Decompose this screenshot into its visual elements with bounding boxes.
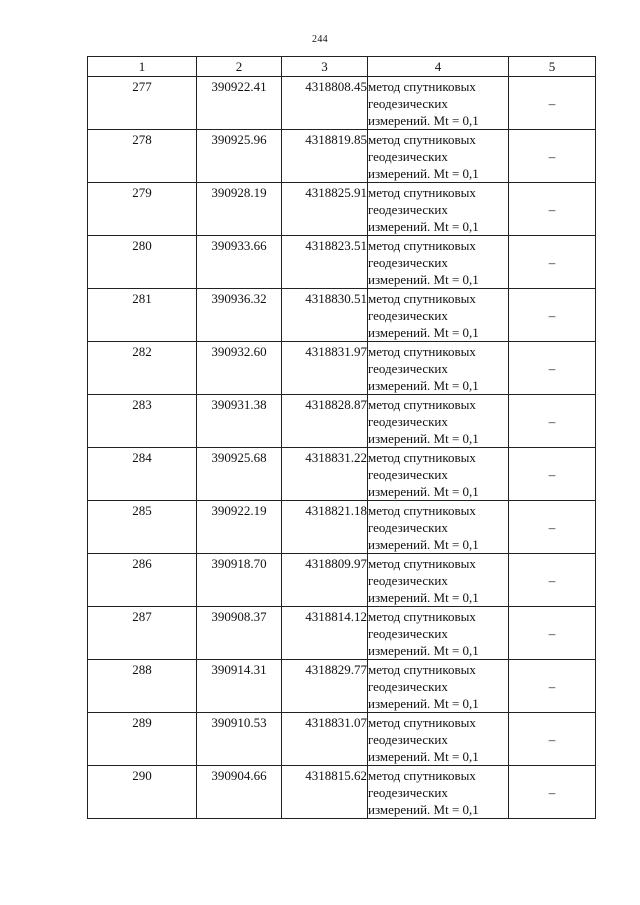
coordinate-x: 390931.38 <box>197 395 282 448</box>
coordinate-x: 390904.66 <box>197 766 282 819</box>
coordinate-x: 390925.68 <box>197 448 282 501</box>
point-number: 282 <box>88 342 197 395</box>
coordinate-y: 4318831.07 <box>282 713 368 766</box>
measurement-method <box>368 395 509 448</box>
method-line: геодезических <box>368 573 448 588</box>
table-row <box>88 607 596 660</box>
method-line: метод спутниковых <box>368 344 476 359</box>
coordinates-table <box>87 56 596 819</box>
coordinate-y: 4318814.12 <box>282 607 368 660</box>
method-line: геодезических <box>368 96 448 111</box>
method-line: измерений. Mt = 0,1 <box>368 272 479 287</box>
measurement-method <box>368 77 509 130</box>
point-number: 280 <box>88 236 197 289</box>
coordinate-x: 390910.53 <box>197 713 282 766</box>
method-line: измерений. Mt = 0,1 <box>368 643 479 658</box>
point-number: 289 <box>88 713 197 766</box>
method-line: метод спутниковых <box>368 291 476 306</box>
coordinate-x: 390908.37 <box>197 607 282 660</box>
method-line: геодезических <box>368 679 448 694</box>
table-row <box>88 766 596 819</box>
note-dash: – <box>509 554 596 607</box>
method-line: метод спутниковых <box>368 662 476 677</box>
coordinate-y: 4318808.45 <box>282 77 368 130</box>
method-line: измерений. Mt = 0,1 <box>368 219 479 234</box>
coordinate-x: 390936.32 <box>197 289 282 342</box>
measurement-method <box>368 236 509 289</box>
method-line: измерений. Mt = 0,1 <box>368 802 479 817</box>
table-row <box>88 501 596 554</box>
table-row <box>88 183 596 236</box>
method-line: геодезических <box>368 361 448 376</box>
table-row <box>88 448 596 501</box>
method-line: геодезических <box>368 202 448 217</box>
measurement-method <box>368 183 509 236</box>
header-row <box>88 57 596 77</box>
note-dash: – <box>509 607 596 660</box>
note-dash: – <box>509 236 596 289</box>
table-row <box>88 342 596 395</box>
method-line: геодезических <box>368 520 448 535</box>
header-col-4: 4 <box>368 57 509 77</box>
method-line: метод спутниковых <box>368 79 476 94</box>
method-line: измерений. Mt = 0,1 <box>368 749 479 764</box>
method-line: геодезических <box>368 732 448 747</box>
table-row <box>88 130 596 183</box>
note-dash: – <box>509 130 596 183</box>
note-dash: – <box>509 77 596 130</box>
note-dash: – <box>509 713 596 766</box>
measurement-method <box>368 607 509 660</box>
method-line: геодезических <box>368 414 448 429</box>
coordinate-y: 4318815.62 <box>282 766 368 819</box>
method-line: метод спутниковых <box>368 556 476 571</box>
method-line: геодезических <box>368 255 448 270</box>
coordinate-y: 4318831.97 <box>282 342 368 395</box>
method-line: геодезических <box>368 467 448 482</box>
point-number: 286 <box>88 554 197 607</box>
coordinate-x: 390933.66 <box>197 236 282 289</box>
measurement-method <box>368 766 509 819</box>
note-dash: – <box>509 766 596 819</box>
method-line: измерений. Mt = 0,1 <box>368 484 479 499</box>
point-number: 284 <box>88 448 197 501</box>
coordinate-y: 4318819.85 <box>282 130 368 183</box>
coordinate-y: 4318809.97 <box>282 554 368 607</box>
coordinate-x: 390932.60 <box>197 342 282 395</box>
note-dash: – <box>509 395 596 448</box>
measurement-method <box>368 342 509 395</box>
coordinate-x: 390922.19 <box>197 501 282 554</box>
table-header <box>88 57 596 77</box>
method-line: метод спутниковых <box>368 397 476 412</box>
method-line: метод спутниковых <box>368 715 476 730</box>
coordinate-y: 4318821.18 <box>282 501 368 554</box>
point-number: 290 <box>88 766 197 819</box>
method-line: измерений. Mt = 0,1 <box>368 378 479 393</box>
point-number: 278 <box>88 130 197 183</box>
method-line: измерений. Mt = 0,1 <box>368 537 479 552</box>
method-line: метод спутниковых <box>368 132 476 147</box>
table-row <box>88 77 596 130</box>
note-dash: – <box>509 501 596 554</box>
measurement-method <box>368 501 509 554</box>
coordinate-x: 390918.70 <box>197 554 282 607</box>
table-row <box>88 554 596 607</box>
coordinate-y: 4318829.77 <box>282 660 368 713</box>
coordinate-x: 390925.96 <box>197 130 282 183</box>
note-dash: – <box>509 289 596 342</box>
point-number: 283 <box>88 395 197 448</box>
coordinate-x: 390922.41 <box>197 77 282 130</box>
method-line: измерений. Mt = 0,1 <box>368 696 479 711</box>
method-line: геодезических <box>368 308 448 323</box>
coordinate-x: 390928.19 <box>197 183 282 236</box>
point-number: 288 <box>88 660 197 713</box>
method-line: измерений. Mt = 0,1 <box>368 590 479 605</box>
measurement-method <box>368 660 509 713</box>
page-number: 244 <box>312 34 328 45</box>
method-line: метод спутниковых <box>368 609 476 624</box>
method-line: метод спутниковых <box>368 238 476 253</box>
method-line: измерений. Mt = 0,1 <box>368 431 479 446</box>
method-line: метод спутниковых <box>368 503 476 518</box>
method-line: метод спутниковых <box>368 768 476 783</box>
method-line: геодезических <box>368 149 448 164</box>
method-line: метод спутниковых <box>368 450 476 465</box>
coordinate-y: 4318825.91 <box>282 183 368 236</box>
measurement-method <box>368 554 509 607</box>
point-number: 277 <box>88 77 197 130</box>
coordinate-y: 4318828.87 <box>282 395 368 448</box>
note-dash: – <box>509 660 596 713</box>
coordinate-y: 4318831.22 <box>282 448 368 501</box>
note-dash: – <box>509 183 596 236</box>
coordinate-y: 4318823.51 <box>282 236 368 289</box>
measurement-method <box>368 448 509 501</box>
coordinate-y: 4318830.51 <box>282 289 368 342</box>
header-col-2: 2 <box>197 57 282 77</box>
measurement-method <box>368 130 509 183</box>
table-row <box>88 713 596 766</box>
point-number: 279 <box>88 183 197 236</box>
table-row <box>88 660 596 713</box>
table-row <box>88 289 596 342</box>
point-number: 281 <box>88 289 197 342</box>
note-dash: – <box>509 342 596 395</box>
method-line: измерений. Mt = 0,1 <box>368 166 479 181</box>
method-line: измерений. Mt = 0,1 <box>368 113 479 128</box>
table-row <box>88 395 596 448</box>
measurement-method <box>368 713 509 766</box>
method-line: геодезических <box>368 785 448 800</box>
note-dash: – <box>509 448 596 501</box>
header-col-3: 3 <box>282 57 368 77</box>
measurement-method <box>368 289 509 342</box>
method-line: измерений. Mt = 0,1 <box>368 325 479 340</box>
method-line: геодезических <box>368 626 448 641</box>
point-number: 287 <box>88 607 197 660</box>
table-body <box>88 77 596 819</box>
point-number: 285 <box>88 501 197 554</box>
method-line: метод спутниковых <box>368 185 476 200</box>
coordinate-x: 390914.31 <box>197 660 282 713</box>
header-col-5: 5 <box>509 57 596 77</box>
table-row <box>88 236 596 289</box>
header-col-1: 1 <box>88 57 197 77</box>
